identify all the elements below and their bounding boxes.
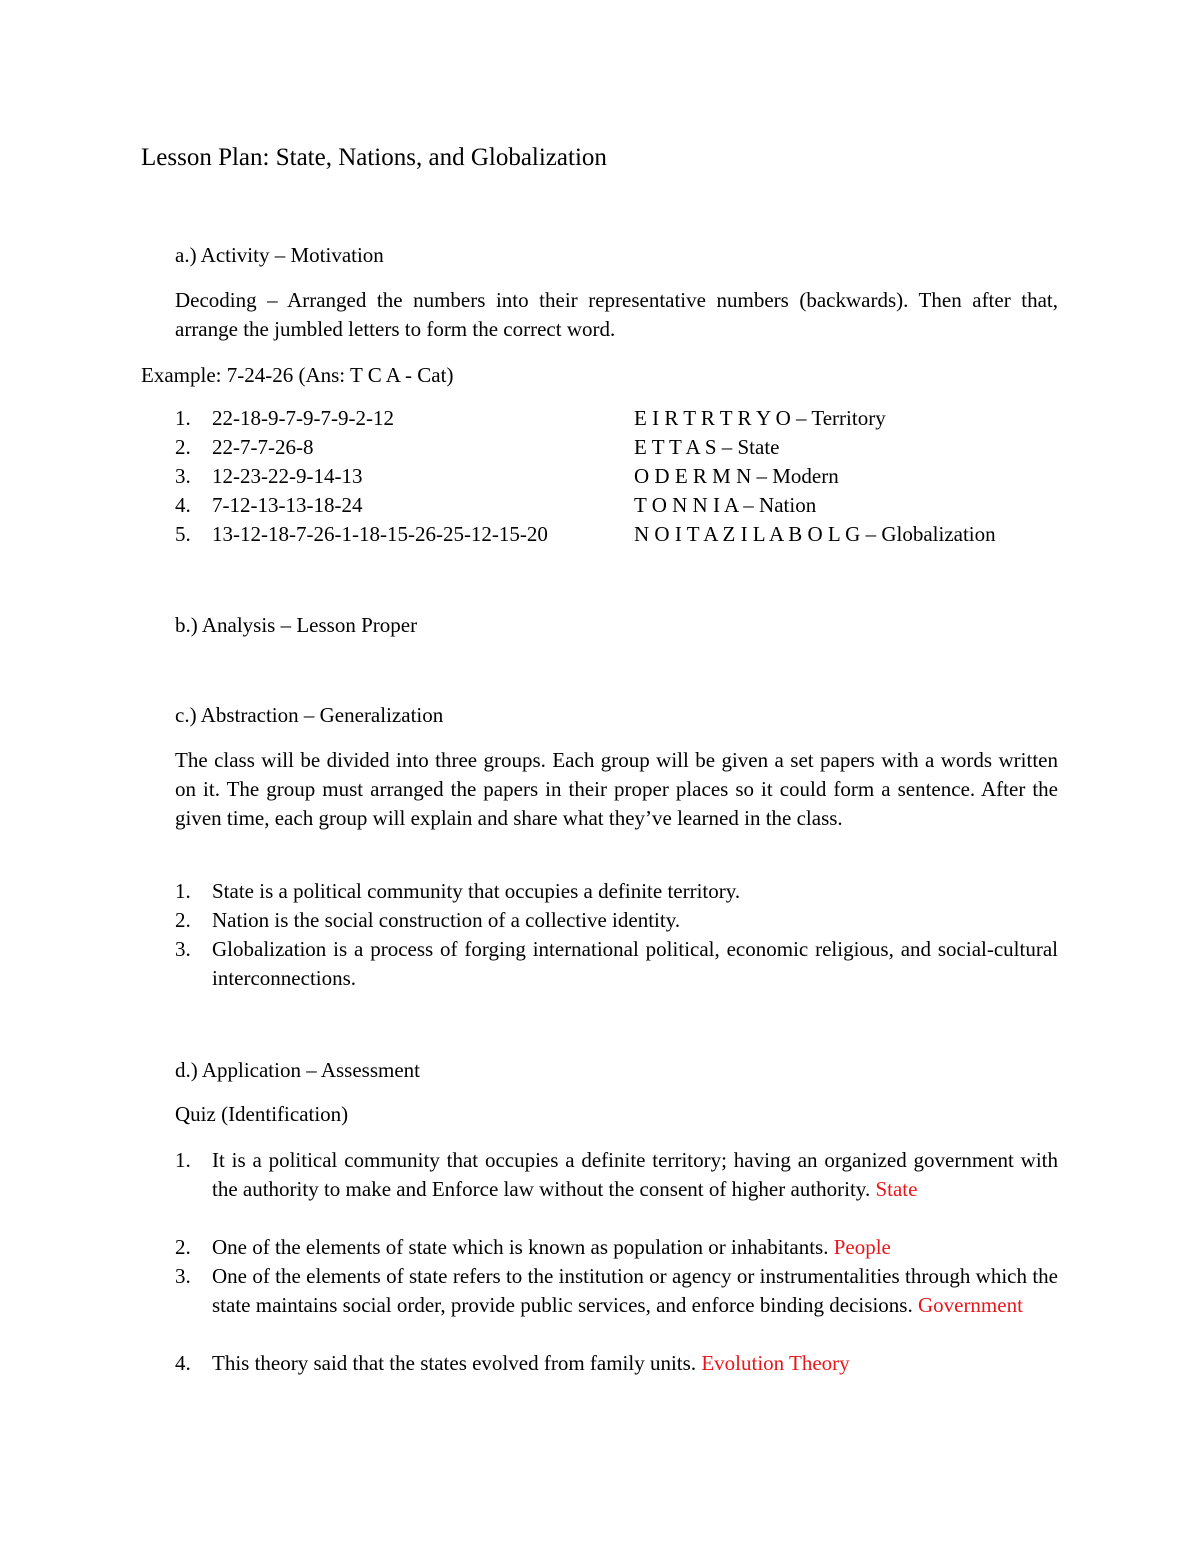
list-number: 4. xyxy=(175,1351,191,1375)
list-number: 2. xyxy=(175,435,191,459)
list-number: 4. xyxy=(175,493,191,517)
list-number: 3. xyxy=(175,464,191,488)
cipher-code: 22-7-7-26-8 xyxy=(212,435,314,459)
question-text: One of the elements of state which is known as population or inhabitants. xyxy=(212,1235,829,1259)
list-number: 2. xyxy=(175,1235,191,1259)
question-text: One of the elements of state refers to the institution or agency or instrumentalities through which the state maintains social order, provide public services, and enforce binding decisions. xyxy=(212,1264,1058,1317)
list-number: 3. xyxy=(175,1264,191,1288)
quiz-question xyxy=(212,1146,1058,1204)
quiz-answer: Evolution Theory xyxy=(701,1351,850,1375)
list-item: Globalization is a process of forging international political, economic religious, and social-cultural interconnections. xyxy=(212,937,1058,990)
list-item: State is a political community that occupies a definite territory. xyxy=(212,879,741,903)
page-title: Lesson Plan: State, Nations, and Globalization xyxy=(141,144,607,171)
section-b-heading: b.) Analysis – Lesson Proper xyxy=(175,613,418,637)
list-number: 1. xyxy=(175,879,191,903)
decoding-example: Example: 7-24-26 (Ans: T C A - Cat) xyxy=(141,363,454,387)
quiz-question xyxy=(212,1349,1058,1378)
jumbled-word: O D E R M N – Modern xyxy=(634,464,839,488)
section-a-heading: a.) Activity – Motivation xyxy=(175,243,384,267)
quiz-title: Quiz (Identification) xyxy=(175,1102,349,1126)
question-text: This theory said that the states evolved from family units. xyxy=(212,1351,697,1375)
quiz-question xyxy=(212,1262,1058,1320)
section-c-heading: c.) Abstraction – Generalization xyxy=(175,703,444,727)
abstraction-paragraph: The class will be divided into three groups. Each group will be given a set papers with a words written on it. The group must arranged the papers in their proper places so it could form a sentence. After the given time, each group will explain and share what they’ve learned in the class. xyxy=(175,748,1058,830)
quiz-answer: State xyxy=(875,1177,918,1201)
quiz-answer: Government xyxy=(917,1293,1023,1317)
list-number: 1. xyxy=(175,406,191,430)
list-number: 5. xyxy=(175,522,191,546)
cipher-code: 7-12-13-13-18-24 xyxy=(212,493,363,517)
list-number: 2. xyxy=(175,908,191,932)
jumbled-word: T O N N I A – Nation xyxy=(634,493,817,517)
decoding-instructions: Decoding – Arranged the numbers into their representative numbers (backwards). Then after that, arrange the jumbled letters to form the correct word. xyxy=(175,288,1058,341)
jumbled-word: N O I T A Z I L A B O L G – Globalization xyxy=(634,522,996,546)
cipher-code: 22-18-9-7-9-7-9-2-12 xyxy=(212,406,394,430)
list-number: 3. xyxy=(175,937,191,961)
jumbled-word: E I R T R T R Y O – Territory xyxy=(634,406,886,430)
section-d-heading: d.) Application – Assessment xyxy=(175,1058,420,1082)
jumbled-word: E T T A S – State xyxy=(634,435,780,459)
cipher-code: 12-23-22-9-14-13 xyxy=(212,464,363,488)
list-item: Nation is the social construction of a collective identity. xyxy=(212,908,681,932)
question-text: It is a political community that occupies a definite territory; having an organized government with the authority to make and Enforce law without the consent of higher authority. xyxy=(212,1148,1058,1201)
list-number: 1. xyxy=(175,1148,191,1172)
quiz-answer: People xyxy=(833,1235,891,1259)
quiz-question xyxy=(212,1233,1058,1262)
cipher-code: 13-12-18-7-26-1-18-15-26-25-12-15-20 xyxy=(212,522,548,546)
